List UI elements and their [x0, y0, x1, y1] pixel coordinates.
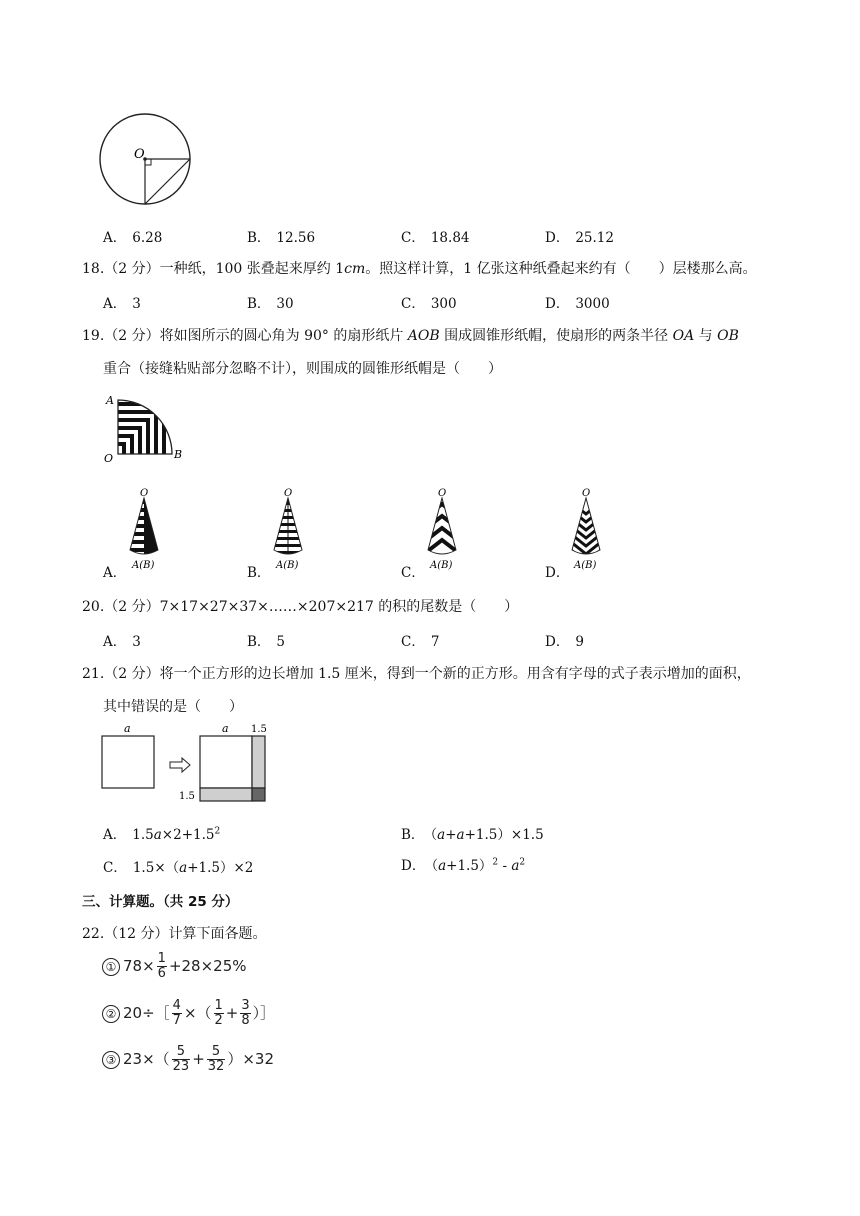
q18-option-d[interactable]: D． 3000 — [545, 296, 610, 312]
q21-question-line1: 21.（2 分）将一个正方形的边长增加 1.5 厘米，得到一个新的正方形。用含有字母的式子表示增加的面积， — [82, 666, 751, 682]
cone-a-bottom-label: A(B) — [132, 560, 155, 571]
q18-option-a[interactable]: A． 3 — [103, 296, 141, 312]
q21-label-a1: a — [124, 722, 131, 735]
q19-question-line1: 19.（2 分）将如图所示的圆心角为 90° 的扇形纸片 AOB 围成圆锥形纸帽，使扇形的两条半径 OA 与 OB — [82, 328, 739, 344]
problem-1-number: ① — [102, 958, 120, 976]
q19-option-d[interactable]: D． — [545, 565, 570, 581]
q19-label-a: A — [106, 394, 114, 407]
fraction: $\frac{4}{7}$ — [172, 998, 181, 1028]
q19-sector-figure — [100, 392, 200, 466]
fraction: $\frac{5}{23}$ — [172, 1044, 190, 1074]
q21-option-d[interactable]: D． $(a+1.5)^2 - a^2$ — [401, 857, 526, 874]
q19-option-b[interactable]: B． — [247, 565, 271, 581]
q21-label-15b: 1.5 — [179, 791, 195, 802]
q17-option-d[interactable]: D． 25.12 — [545, 230, 614, 246]
q17-option-b[interactable]: B． 12.56 — [247, 230, 316, 246]
cone-a-top-label: O — [140, 488, 149, 499]
q18-question: 18.（2 分）一种纸，100 张叠起来厚约 1cm。照这样计算，1 亿张这种纸叠起来约有（ ）层楼那么高。 — [82, 261, 757, 277]
q22-problem-3: ③ 23×（ $\frac{5}{23}$ + $\frac{5}{32}$ ）×32 — [102, 1045, 274, 1074]
q17-option-a[interactable]: A． 6.28 — [103, 230, 163, 246]
problem-2-number: ② — [102, 1005, 120, 1023]
q19-question-line2: 重合（接缝粘贴部分忽略不计），则围成的圆锥形纸帽是（ ） — [103, 361, 502, 377]
q21-option-a[interactable]: A． $1.5a\times 2+1.5^2$ — [103, 826, 221, 843]
q20-question: 20.（2 分）7×17×27×37×……×207×217 的积的尾数是（ ） — [82, 599, 519, 615]
q21-label-a2: a — [222, 722, 229, 735]
q19-label-o: O — [104, 452, 114, 465]
q19-label-b: B — [174, 448, 183, 461]
q21-question-line2: 其中错误的是（ ） — [103, 699, 243, 715]
q22-question: 22.（12 分）计算下面各题。 — [82, 926, 267, 942]
q21-option-b[interactable]: B． （a+a+1.5）×1.5 — [401, 827, 544, 843]
q21-option-c[interactable]: C． 1.5×（a+1.5）×2 — [103, 860, 254, 876]
q18-option-b[interactable]: B． 30 — [247, 296, 294, 312]
cone-c-top-label: O — [438, 488, 447, 499]
cone-b-bottom-label: A(B) — [276, 560, 299, 571]
q21-square-figure — [96, 722, 276, 808]
q17-label-o: O — [134, 147, 145, 162]
fraction: $\frac{5}{32}$ — [207, 1044, 225, 1074]
q19-option-c[interactable]: C． — [401, 565, 425, 581]
q22-problem-2: ② 20÷［ $\frac{4}{7}$ ×（ $\frac{1}{2}$ + $\frac{3}{8}$ ）］ — [102, 999, 275, 1028]
cone-b-top-label: O — [284, 488, 293, 499]
fraction: $\frac{3}{8}$ — [241, 998, 250, 1028]
q21-label-15a: 1.5 — [251, 724, 267, 735]
q19-option-a[interactable]: A． — [103, 565, 127, 581]
fraction: $\frac{1}{2}$ — [214, 998, 223, 1028]
cone-c-bottom-label: A(B) — [430, 560, 453, 571]
q17-option-c[interactable]: C． 18.84 — [401, 230, 470, 246]
q17-circle-figure — [98, 112, 198, 206]
cone-d-top-label: O — [582, 488, 591, 499]
section-3-heading: 三、计算题。（共 25 分） — [82, 894, 239, 910]
q20-option-a[interactable]: A． 3 — [103, 634, 141, 650]
q20-option-d[interactable]: D． 9 — [545, 634, 584, 650]
problem-3-number: ③ — [102, 1051, 120, 1069]
cone-d-bottom-label: A(B) — [574, 560, 597, 571]
fraction: $\frac{1}{6}$ — [157, 951, 166, 981]
q20-option-c[interactable]: C． 7 — [401, 634, 440, 650]
q22-problem-1: ① 78× $\frac{1}{6}$ +28×25% — [102, 952, 247, 981]
q18-option-c[interactable]: C． 300 — [401, 296, 457, 312]
q20-option-b[interactable]: B． 5 — [247, 634, 286, 650]
